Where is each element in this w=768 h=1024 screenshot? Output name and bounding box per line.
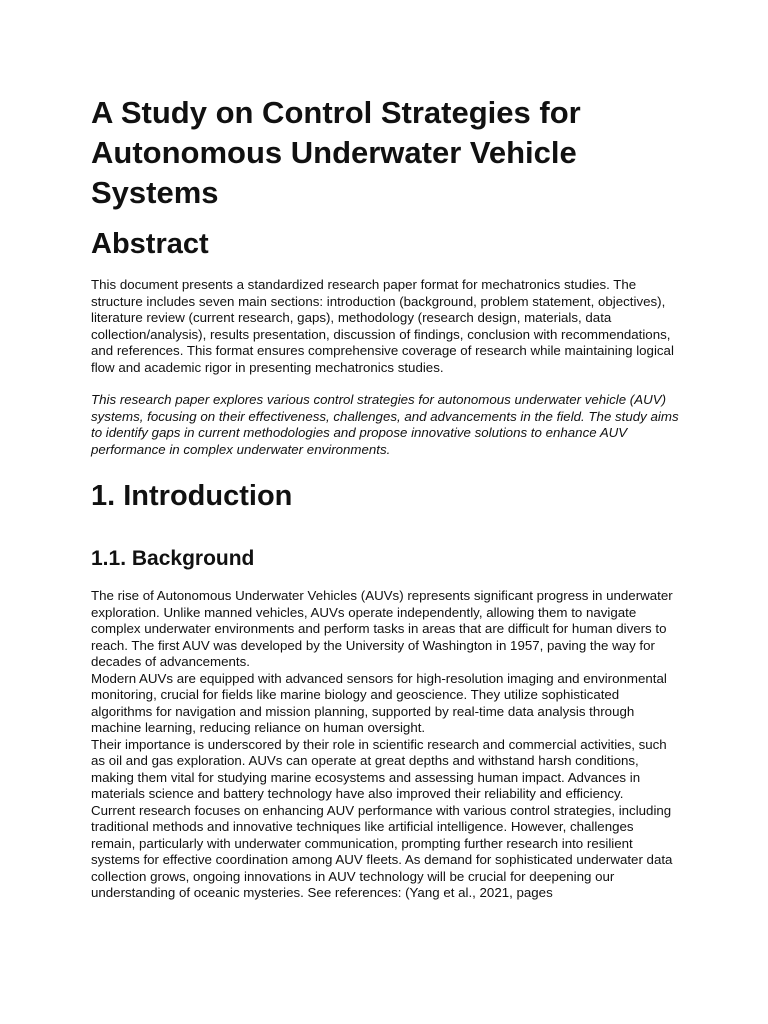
background-body — [91, 588, 681, 902]
background-paragraph: The rise of Autonomous Underwater Vehicles (AUVs) represents significant progress in underwater exploration. Unlike manned vehicles, AUVs operate independently, allowing them to navigate complex underwater environments and perform tasks in areas that are difficult for human divers to reach. The first AUV was developed by the University of Washington in 1957, paving the way for decades of advancements. — [91, 588, 673, 669]
abstract-paragraph: This document presents a standardized research paper format for mechatronics studies. The structure includes seven main sections: introduction (background, problem statement, objectives), literature review (current research, gaps), methodology (research design, materials, data collection/analysis), results presentation, discussion of findings, conclusion with recommendations, and references. This format ensures comprehensive coverage of research while maintaining logical flow and academic rigor in presenting mechatronics studies. — [91, 277, 674, 375]
background-paragraph: Modern AUVs are equipped with advanced sensors for high-resolution imaging and environmental monitoring, crucial for fields like marine biology and geoscience. They utilize sophisticated algorithms for navigation and mission planning, supported by real-time data analysis through machine learning, reducing reliance on human oversight. — [91, 670, 667, 735]
background-paragraph: Their importance is underscored by their role in scientific research and commercial activities, such as oil and gas exploration. AUVs can operate at great depths and withstand harsh conditions, making them vital for studying marine ecosystems and assessing human impact. Advances in materials science and battery technology have also improved their reliability and efficiency. — [91, 736, 667, 801]
abstract-heading: Abstract — [91, 228, 209, 260]
abstract-italic-paragraph: This research paper explores various control strategies for autonomous underwater vehicle (AUV) systems, focusing on their effectiveness, challenges, and advancements in the field. The study aims to identify gaps in current methodologies and propose innovative solutions to enhance AUV performance in complex underwater environments. — [91, 392, 679, 457]
background-paragraph: Current research focuses on enhancing AUV performance with various control strategies, including traditional methods and innovative techniques like artificial intelligence. However, challenges remain, particularly with underwater communication, prompting further research into resilient systems for effective coordination among AUV fleets. As demand for sophisticated underwater data collection grows, ongoing innovations in AUV technology will be crucial for deepening our understanding of oceanic mysteries. See references: (Yang et al., 2021, pages — [91, 802, 673, 900]
introduction-heading: 1. Introduction — [91, 480, 293, 512]
background-heading: 1.1. Background — [91, 547, 255, 570]
paper-title: A Study on Control Strategies for Autonomous Underwater Vehicle Systems — [91, 95, 581, 210]
document-page — [91, 93, 681, 902]
